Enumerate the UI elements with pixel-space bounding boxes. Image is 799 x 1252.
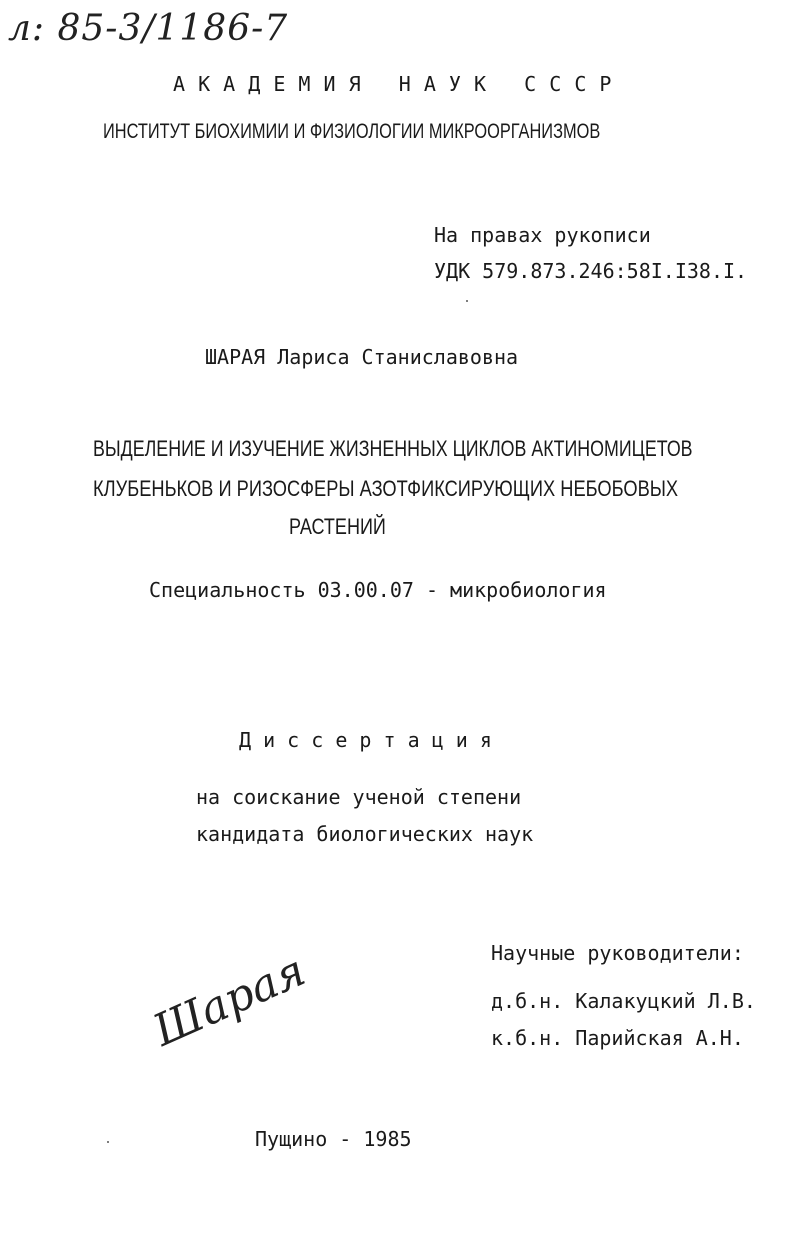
- supervisor-1: д.б.н. Калакуцкий Л.В.: [491, 989, 756, 1013]
- manuscript-rights: На правах рукописи: [434, 223, 651, 247]
- supervisor-2: к.б.н. Парийская А.Н.: [491, 1026, 744, 1050]
- degree-line-2: кандидата биологических наук: [196, 822, 534, 846]
- institute-heading: ИНСТИТУТ БИОХИМИИ И ФИЗИОЛОГИИ МИКРООРГАНИЗМОВ: [103, 120, 601, 143]
- archive-code: л: 85-3/1186-7: [8, 8, 289, 49]
- dissertation-word: Д и с с е р т а ц и я: [239, 728, 492, 752]
- ink-speck: [466, 300, 468, 302]
- specialty: Специальность 03.00.07 - микробиология: [149, 578, 607, 602]
- city-year: Пущино - 1985: [255, 1127, 412, 1151]
- udc-code: УДК 579.873.246:58I.I38.I.: [434, 259, 748, 283]
- author-name: ШАРАЯ Лариса Станиславовна: [205, 345, 519, 369]
- ink-speck: [107, 1141, 109, 1143]
- degree-line-1: на соискание ученой степени: [196, 785, 522, 809]
- author-signature: Шарая: [146, 944, 313, 1057]
- academy-heading: А К А Д Е М И Я Н А У К С С С Р: [173, 72, 612, 96]
- title-line-2: КЛУБЕНЬКОВ И РИЗОСФЕРЫ АЗОТФИКСИРУЮЩИХ НЕБОБОВЫХ: [93, 476, 679, 501]
- title-line-1: ВЫДЕЛЕНИЕ И ИЗУЧЕНИЕ ЖИЗНЕННЫХ ЦИКЛОВ АКТИНОМИЦЕТОВ: [93, 436, 693, 461]
- title-line-3: РАСТЕНИЙ: [289, 514, 386, 539]
- supervisors-heading: Научные руководители:: [491, 941, 744, 965]
